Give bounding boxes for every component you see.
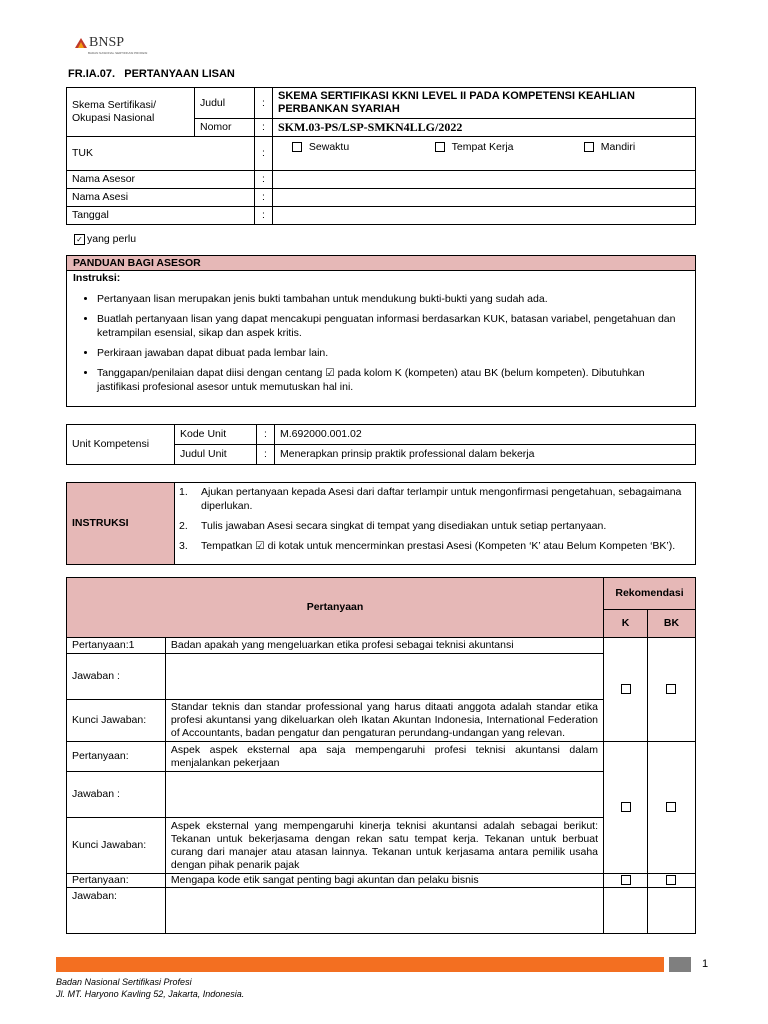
bk-checkbox[interactable]	[647, 874, 695, 888]
answer-field[interactable]	[165, 772, 603, 818]
checkbox-icon[interactable]	[621, 684, 631, 694]
kode-unit-label: Kode Unit	[175, 425, 257, 445]
instruksi-table	[66, 482, 696, 565]
nomor-label: Nomor	[195, 119, 255, 137]
footer-orange-bar	[56, 957, 664, 972]
skema-label: Skema Sertifikasi/ Okupasi Nasional	[67, 88, 195, 137]
bnsp-logo-mark	[74, 36, 88, 50]
tanggal-label: Tanggal	[67, 207, 255, 225]
panduan-list	[67, 292, 695, 394]
k-checkbox[interactable]	[604, 874, 648, 888]
checkbox-icon[interactable]	[584, 142, 594, 152]
pertanyaan-header: Pertanyaan	[67, 578, 604, 638]
nama-asesor-field[interactable]	[273, 171, 696, 189]
checkbox-icon[interactable]	[435, 142, 445, 152]
unit-table: Unit Kompetensi Kode Unit : M.692000.001.02 Judul Unit : Menerapkan prinsip praktik professional dalam bekerja	[66, 424, 696, 465]
checkbox-note: ✓ yang perlu	[74, 233, 136, 245]
tuk-options	[273, 137, 696, 171]
bnsp-logo: BNSP BADAN NASIONAL SERTIFIKASI PROFESI	[74, 35, 144, 57]
instruksi-list	[179, 485, 691, 553]
footer-org: Badan Nasional Sertifikasi Profesi	[56, 977, 192, 987]
list-item: • Buatlah pertanyaan lisan yang dapat mencakupi penguatan informasi berdasarkan KUK, batasan variabel, pengetahuan dan ketrampilan esensial, sikap dan aspek kritis.	[97, 312, 685, 340]
tuk-label: TUK	[67, 137, 255, 171]
page-number: 1	[702, 958, 709, 970]
bk-header: BK	[647, 610, 695, 638]
panduan-title: PANDUAN BAGI ASESOR	[67, 256, 695, 271]
tuk-option-tempat-kerja[interactable]: Tempat Kerja	[435, 141, 581, 154]
judul-value: SKEMA SERTIFIKASI KKNI LEVEL II PADA KOMPETENSI KEAHLIAN PERBANKAN SYARIAH	[273, 88, 696, 119]
answer-field[interactable]	[165, 654, 603, 700]
answer-field[interactable]	[165, 888, 603, 934]
instruksi-header: INSTRUKSI	[67, 483, 175, 565]
k-checkbox[interactable]	[604, 638, 648, 742]
checkbox-icon[interactable]	[292, 142, 302, 152]
answer-key: Standar teknis dan standar professional yang harus ditaati anggota adalah standar etika profesi akuntansi yang dikeluarkan oleh Ikatan Akuntan Indonesia, International Federation of Accountants, badan pengatur dan pengaturan perundang-undangan yang relevan.	[165, 700, 603, 742]
checkbox-icon[interactable]	[621, 802, 631, 812]
list-item: • Pertanyaan lisan merupakan jenis bukti tambahan untuk mendukung bukti-bukti yang sudah ada.	[97, 292, 685, 306]
table-row: Jawaban :	[67, 654, 696, 700]
checkbox-icon[interactable]	[621, 875, 631, 885]
question-text: Mengapa kode etik sangat penting bagi akuntan dan pelaku bisnis	[165, 874, 603, 888]
footer-gray-block	[669, 957, 691, 972]
k-header: K	[604, 610, 648, 638]
answer-key: Aspek eksternal yang mempengaruhi kinerja teknisi akuntansi adalah sebagai berikut: Tekanan untuk bekerjasama dengan rekan satu tempat kerja. Tekanan untuk berbuat curang dari manajer atau atasan lainnya. Tekanan untuk kerjasama antara pemilik usaha dengan pihak penarik pajak	[165, 818, 603, 874]
list-item: 3. Tempatkan ☑ di kotak untuk mencerminkan prestasi Asesi (Kompeten ‘K’ atau Belum Kompeten ‘BK’).	[179, 540, 676, 552]
table-row: Jawaban:	[67, 888, 696, 934]
list-item: 1. Ajukan pertanyaan kepada Asesi dari daftar terlampir untuk mengonfirmasi pengetahuan, sebagaimana diperlukan.	[179, 486, 682, 512]
tuk-option-sewaktu[interactable]: Sewaktu	[292, 141, 432, 154]
instruksi-label: Instruksi:	[73, 272, 121, 284]
tanggal-field[interactable]	[273, 207, 696, 225]
panduan-box	[66, 255, 696, 407]
checkbox-icon[interactable]	[666, 802, 676, 812]
nama-asesor-label: Nama Asesor	[67, 171, 255, 189]
judul-label: Judul	[195, 88, 255, 119]
checkbox-icon[interactable]	[666, 684, 676, 694]
judul-unit-value: Menerapkan prinsip praktik professional dalam bekerja	[275, 445, 696, 465]
table-row: Pertanyaan:1 Badan apakah yang mengeluarkan etika profesi sebagai teknisi akuntansi	[67, 638, 696, 654]
footer-address: Jl. MT. Haryono Kavling 52, Jakarta, Indonesia.	[56, 989, 245, 999]
checkbox-icon[interactable]	[666, 875, 676, 885]
table-row: Pertanyaan: Aspek aspek eksternal apa saja mempengaruhi profesi teknisi akuntansi dalam menjalankan pekerjaan	[67, 742, 696, 772]
form-title: FR.IA.07. PERTANYAAN LISAN	[68, 68, 235, 80]
unit-label: Unit Kompetensi	[67, 425, 175, 465]
qa-table	[66, 577, 696, 934]
nama-asesi-field[interactable]	[273, 189, 696, 207]
rekomendasi-header: Rekomendasi	[604, 578, 696, 610]
list-item: • Tanggapan/penilaian dapat diisi dengan centang ☑ pada kolom K (kompeten) atau BK (belum kompeten). Dibutuhkan jastifikasi profesional asesor untuk memutuskan hal ini.	[97, 366, 685, 394]
bk-checkbox[interactable]	[647, 742, 695, 874]
nama-asesi-label: Nama Asesi	[67, 189, 255, 207]
table-row: Pertanyaan: Mengapa kode etik sangat penting bagi akuntan dan pelaku bisnis	[67, 874, 696, 888]
question-text: Aspek aspek eksternal apa saja mempengaruhi profesi teknisi akuntansi dalam menjalankan pekerjaan	[165, 742, 603, 772]
checked-box-icon: ✓	[74, 234, 85, 245]
table-row: Kunci Jawaban: Aspek eksternal yang mempengaruhi kinerja teknisi akuntansi adalah sebagai berikut: Tekanan untuk bekerjasama dengan rekan satu tempat kerja. Tekanan untuk berbuat curang dari manajer atau atasan lainnya. Tekanan untuk kerjasama antara pemilik usaha dengan pihak penarik pajak	[67, 818, 696, 874]
tuk-option-mandiri[interactable]: Mandiri	[584, 141, 635, 154]
table-row: Kunci Jawaban: Standar teknis dan standar professional yang harus ditaati anggota adalah standar etika profesi akuntansi yang dikeluarkan oleh Ikatan Akuntan Indonesia, International Federation of Accountants, badan pengatur dan pengaturan perundang-undangan yang relevan.	[67, 700, 696, 742]
judul-unit-label: Judul Unit	[175, 445, 257, 465]
table-row: Jawaban :	[67, 772, 696, 818]
list-item: 2. Tulis jawaban Asesi secara singkat di tempat yang disediakan untuk setiap pertanyaan.	[179, 520, 607, 532]
nomor-value: SKM.03-PS/LSP-SMKN4LLG/2022	[273, 119, 696, 137]
list-item: • Perkiraan jawaban dapat dibuat pada lembar lain.	[97, 346, 685, 360]
bk-checkbox[interactable]	[647, 638, 695, 742]
info-table: Skema Sertifikasi/ Okupasi Nasional Judul : SKEMA SERTIFIKASI KKNI LEVEL II PADA KOMPETENSI KEAHLIAN PERBANKAN SYARIAH Nomor : SKM.03-PS/LSP-SMKN4LLG/2022 TUK : Sewaktu Tempat Kerja Mandiri Nama Asesor : Nama Asesi : Tanggal :	[66, 87, 696, 225]
question-text: Badan apakah yang mengeluarkan etika profesi sebagai teknisi akuntansi	[165, 638, 603, 654]
kode-unit-value: M.692000.001.02	[275, 425, 696, 445]
k-checkbox[interactable]	[604, 742, 648, 874]
